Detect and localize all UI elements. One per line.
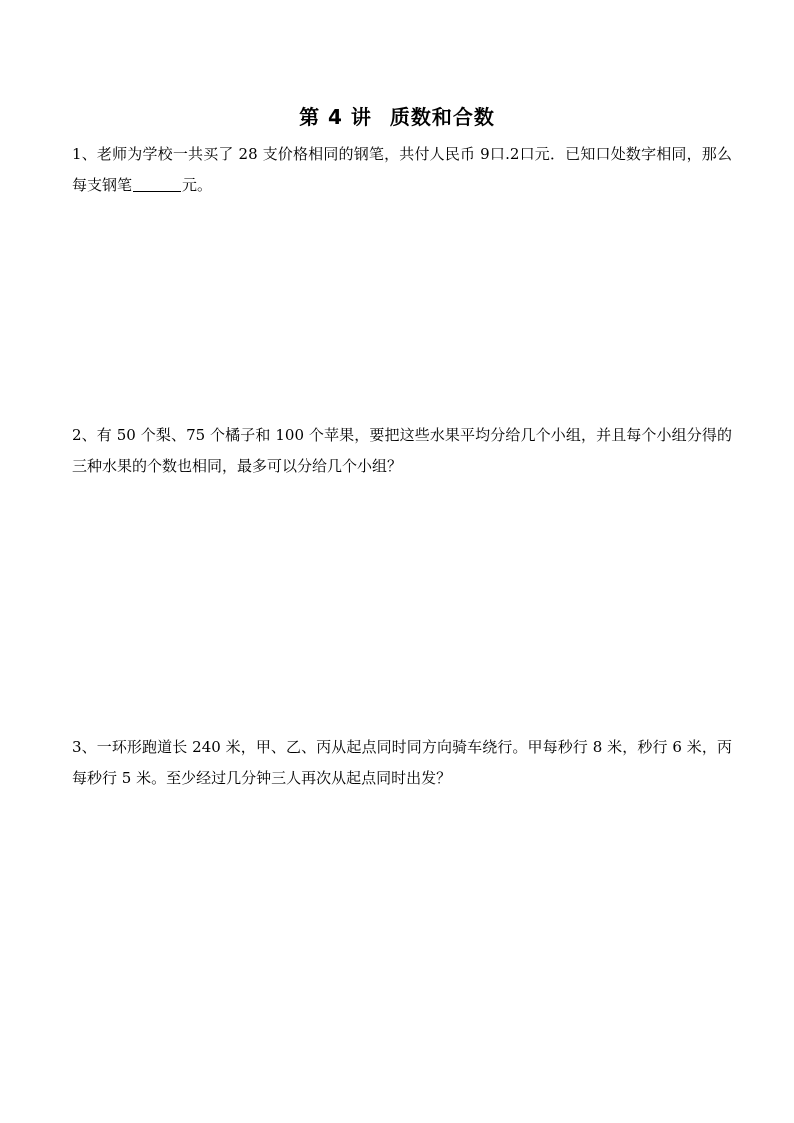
problem-1 — [72, 139, 732, 201]
problem-1-text: 1、老师为学校一共买了 28 支价格相同的钢笔，共付人民币 9口.2口元．已知口处数字相同，那么每支钢笔 — [72, 145, 732, 194]
answer-blank — [133, 175, 181, 192]
problem-3 — [72, 732, 732, 794]
problem-3-text: 3、一环形跑道长 240 米，甲、乙、丙从起点同时同方向骑车绕行。甲每秒行 8 米，秒行 6 米，丙每秒行 5 米。至少经过几分钟三人再次从起点同时出发？ — [72, 738, 732, 787]
lecture-topic: 质数和合数 — [389, 105, 495, 129]
page-title — [0, 103, 794, 131]
lecture-number: 第 4 讲 — [299, 105, 372, 129]
problem-1-unit: 元。 — [182, 176, 213, 194]
problem-2-text: 2、有 50 个梨、75 个橘子和 100 个苹果，要把这些水果平均分给几个小组，并且每个小组分得的三种水果的个数也相同，最多可以分给几个小组？ — [72, 426, 732, 475]
problem-2 — [72, 420, 732, 482]
